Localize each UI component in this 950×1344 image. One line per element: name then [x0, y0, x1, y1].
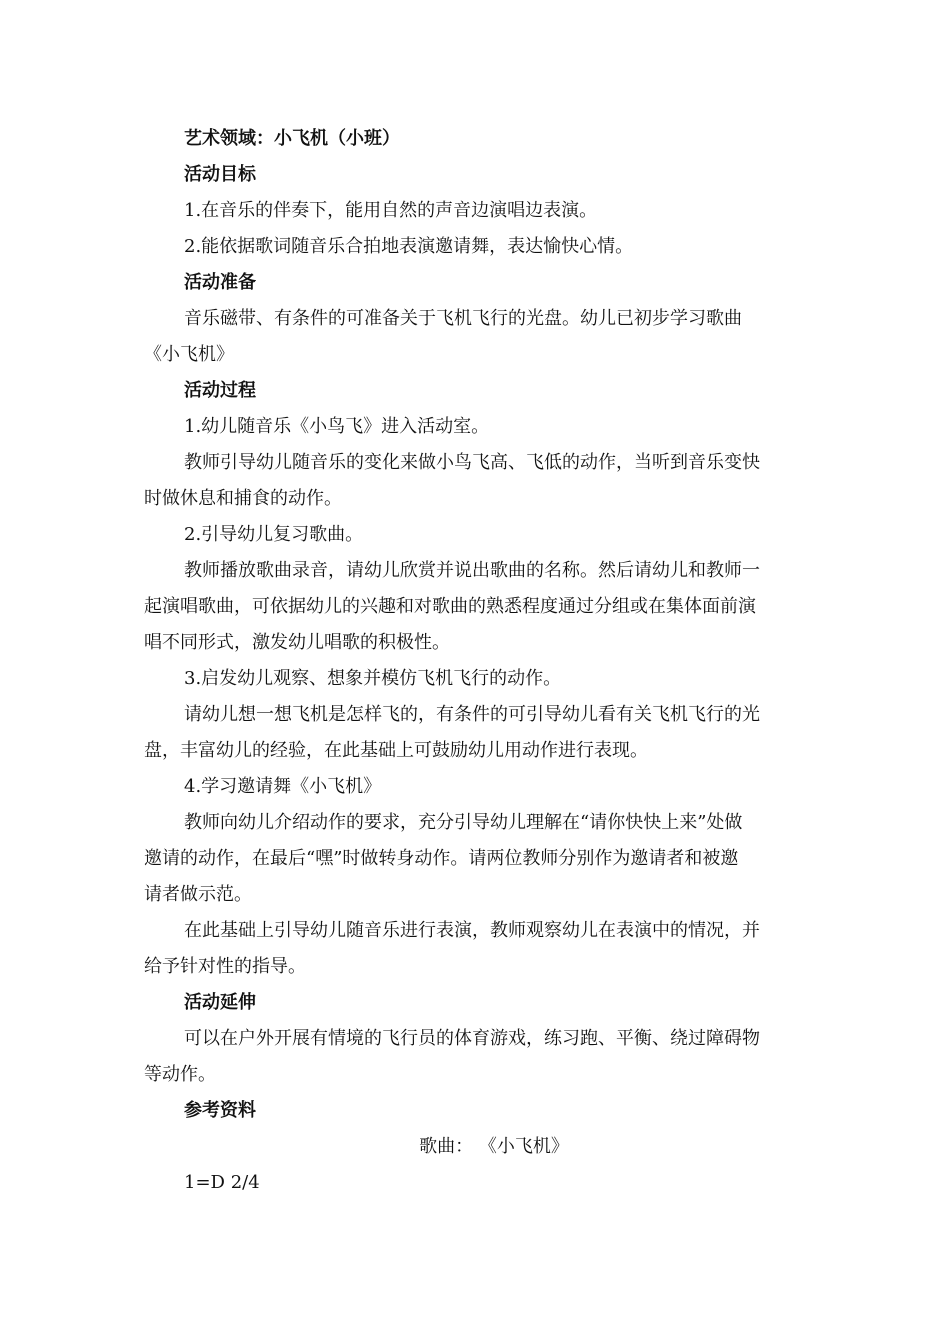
document-page [144, 0, 804, 1344]
step1-title: 1.幼儿随音乐《小鸟飞》进入活动室。 [184, 416, 490, 437]
goal-item-1: 1.在音乐的伴奏下，能用自然的声音边演唱边表演。 [184, 200, 598, 221]
step4-line-1: 教师向幼儿介绍动作的要求，充分引导幼儿理解在“请你快快上来”处做 [184, 812, 743, 833]
step3-line-1: 请幼儿想一想飞机是怎样飞的，有条件的可引导幼儿看有关飞机飞行的光 [184, 704, 760, 725]
step4-line-4: 在此基础上引导幼儿随音乐进行表演，教师观察幼儿在表演中的情况，并 [184, 920, 760, 941]
prep-line-1: 音乐磁带、有条件的可准备关于飞机飞行的光盘。幼儿已初步学习歌曲 [184, 308, 742, 329]
step3-title: 3.启发幼儿观察、想象并模仿飞机飞行的动作。 [184, 668, 562, 689]
heading-reference: 参考资料 [184, 1100, 256, 1121]
heading-goals: 活动目标 [184, 164, 256, 185]
prep-line-2: 《小飞机》 [144, 344, 234, 365]
step1-line-2: 时做休息和捕食的动作。 [144, 488, 342, 509]
step2-title: 2.引导幼儿复习歌曲。 [184, 524, 364, 545]
step4-line-3: 请者做示范。 [144, 884, 252, 905]
step2-line-3: 唱不同形式，激发幼儿唱歌的积极性。 [144, 632, 450, 653]
step4-line-2: 邀请的动作，在最后“嘿”时做转身动作。请两位教师分别作为邀请者和被邀 [144, 848, 739, 869]
song-title: 歌曲： 《小飞机》 [419, 1136, 569, 1157]
extension-line-1: 可以在户外开展有情境的飞行员的体育游戏，练习跑、平衡、绕过障碍物 [184, 1028, 760, 1049]
goal-item-2: 2.能依据歌词随音乐合拍地表演邀请舞，表达愉快心情。 [184, 236, 634, 257]
step2-line-1: 教师播放歌曲录音，请幼儿欣赏并说出歌曲的名称。然后请幼儿和教师一 [184, 560, 760, 581]
step4-title: 4.学习邀请舞《小飞机》 [184, 776, 382, 797]
heading-extension: 活动延伸 [184, 992, 256, 1013]
step1-line-1: 教师引导幼儿随音乐的变化来做小鸟飞高、飞低的动作，当听到音乐变快 [184, 452, 760, 473]
song-key: 1=D 2/4 [184, 1172, 260, 1193]
step2-line-2: 起演唱歌曲，可依据幼儿的兴趣和对歌曲的熟悉程度通过分组或在集体面前演 [144, 596, 756, 617]
heading-prep: 活动准备 [184, 272, 256, 293]
heading-process: 活动过程 [184, 380, 256, 401]
step4-line-5: 给予针对性的指导。 [144, 956, 306, 977]
document-title: 艺术领域：小飞机（小班） [184, 128, 400, 149]
extension-line-2: 等动作。 [144, 1064, 216, 1085]
step3-line-2: 盘，丰富幼儿的经验，在此基础上可鼓励幼儿用动作进行表现。 [144, 740, 648, 761]
